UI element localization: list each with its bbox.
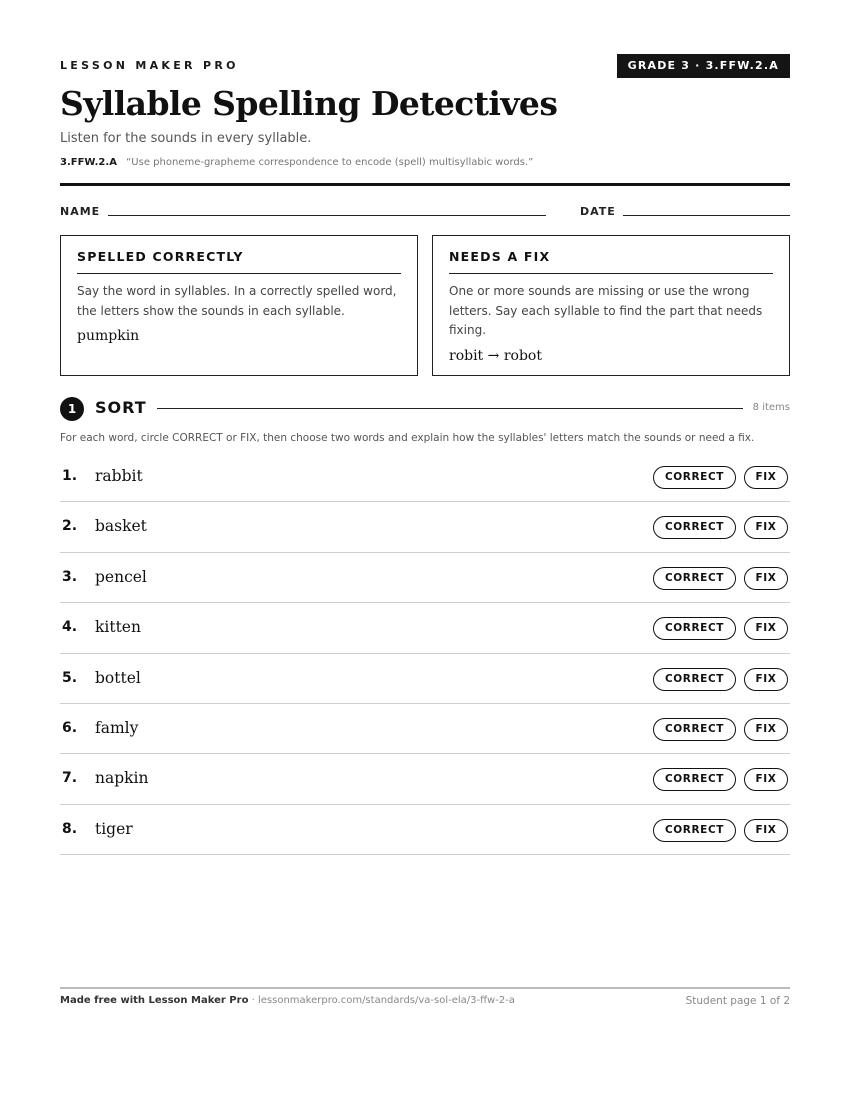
correct-option[interactable]: CORRECT: [653, 516, 736, 539]
item-number: 2.: [62, 518, 78, 535]
correct-option[interactable]: CORRECT: [653, 617, 736, 640]
section-instructions: For each word, circle CORRECT or FIX, then choose two words and explain how the syllables' letters match the sounds or need a fix.: [60, 432, 755, 444]
page-subtitle: Listen for the sounds in every syllable.: [60, 131, 312, 146]
footer-divider: [60, 987, 790, 989]
item-word: kitten: [95, 618, 141, 637]
list-item: [60, 502, 790, 552]
fix-option[interactable]: FIX: [744, 768, 788, 791]
item-count: 8 items: [752, 402, 790, 413]
needs-a-fix-card: [432, 235, 790, 376]
list-item: [60, 704, 790, 754]
fix-option[interactable]: FIX: [744, 466, 788, 489]
brand-name: LESSON MAKER PRO: [60, 59, 239, 72]
page-indicator: Student page 1 of 2: [685, 995, 790, 1007]
fix-option[interactable]: FIX: [744, 567, 788, 590]
list-item: [60, 603, 790, 653]
fix-option[interactable]: FIX: [744, 516, 788, 539]
item-number: 4.: [62, 619, 78, 636]
item-word: pencel: [95, 567, 147, 586]
standard-code: 3.FFW.2.A: [60, 157, 117, 168]
item-word: rabbit: [95, 467, 143, 485]
card-description: Say the word in syllables. In a correctly spelled word, the letters show the sounds in each syllable.: [77, 284, 397, 318]
item-number: 1.: [62, 468, 78, 484]
list-item: [60, 654, 790, 704]
fix-option[interactable]: FIX: [744, 819, 788, 842]
fix-option[interactable]: FIX: [744, 668, 788, 691]
item-number: 3.: [62, 568, 78, 585]
item-word: basket: [95, 517, 147, 536]
item-word: bottel: [95, 668, 141, 687]
name-field[interactable]: [108, 215, 546, 216]
header-divider: [60, 183, 790, 186]
date-field[interactable]: [623, 215, 790, 216]
item-number: 5.: [62, 669, 78, 686]
worksheet-page: [60, 0, 790, 1100]
list-item: [60, 805, 790, 855]
fix-option[interactable]: FIX: [744, 718, 788, 741]
date-label: DATE: [580, 205, 616, 218]
section-number-badge: 1: [60, 397, 84, 421]
item-number: 7.: [62, 770, 78, 787]
footer-url: · lessonmakerpro.com/standards/va-sol-ela/3-ffw-2-a: [248, 995, 515, 1006]
standard-line: [60, 157, 533, 168]
footer-made-with: Made free with Lesson Maker Pro: [60, 995, 249, 1006]
standard-text: “Use phoneme-grapheme correspondence to encode (spell) multisyllabic words.”: [126, 157, 534, 168]
list-item: [60, 452, 790, 502]
card-example: robit → robot: [449, 347, 542, 364]
name-label: NAME: [60, 205, 101, 218]
correct-option[interactable]: CORRECT: [653, 768, 736, 791]
section-title: SORT: [95, 398, 147, 417]
item-number: 6.: [62, 719, 78, 736]
item-word: tiger: [95, 819, 133, 838]
correct-option[interactable]: CORRECT: [653, 567, 736, 590]
card-example: pumpkin: [77, 328, 140, 344]
card-description: One or more sounds are missing or use the wrong letters. Say each syllable to find the part that needs fixing.: [449, 284, 763, 337]
item-word: napkin: [95, 769, 149, 788]
item-word: famly: [95, 718, 139, 737]
section-divider: [157, 408, 743, 409]
card-heading: NEEDS A FIX: [449, 249, 773, 274]
fix-option[interactable]: FIX: [744, 617, 788, 640]
grade-badge: GRADE 3 · 3.FFW.2.A: [617, 54, 790, 78]
list-item: [60, 553, 790, 603]
list-item: [60, 754, 790, 804]
footer-credit: [60, 995, 515, 1006]
spelled-correctly-card: [60, 235, 418, 376]
correct-option[interactable]: CORRECT: [653, 819, 736, 842]
page-title: Syllable Spelling Detectives: [60, 84, 558, 123]
correct-option[interactable]: CORRECT: [653, 718, 736, 741]
card-heading: SPELLED CORRECTLY: [77, 249, 401, 274]
item-number: 8.: [62, 820, 78, 837]
correct-option[interactable]: CORRECT: [653, 466, 736, 489]
word-list: [60, 452, 790, 855]
correct-option[interactable]: CORRECT: [653, 668, 736, 691]
